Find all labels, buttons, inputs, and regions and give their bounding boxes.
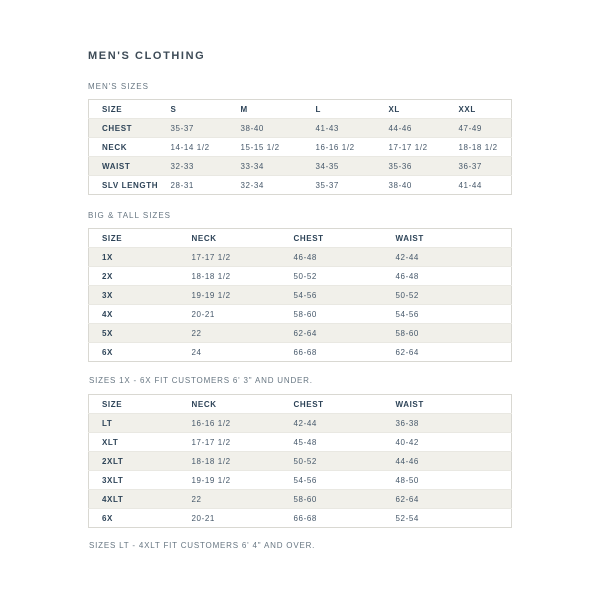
size-value-cell: 46-48 (396, 267, 512, 286)
header-cell: CHEST (293, 233, 324, 243)
size-label-cell: 3X (89, 286, 192, 305)
header-cell: M (240, 104, 248, 114)
header-cell: L (315, 104, 321, 114)
header-cell: XXL (458, 104, 476, 114)
table-row (89, 305, 512, 324)
table-header-row (89, 395, 512, 414)
header-cell: NECK (191, 399, 217, 409)
table-row (89, 414, 512, 433)
page-title: MEN'S CLOTHING (88, 50, 206, 62)
table-row (89, 267, 512, 286)
size-value-cell: 41-43 (316, 119, 389, 138)
big-tall-sizes-table (88, 228, 512, 362)
measure-label-cell: SLV LENGTH (89, 176, 171, 195)
size-value-cell: 41-44 (459, 176, 512, 195)
header-cell: S (170, 104, 177, 114)
size-value-cell: 18-18 1/2 (192, 452, 294, 471)
size-value-cell: 17-17 1/2 (389, 138, 459, 157)
table-row (89, 119, 512, 138)
size-value-cell: 42-44 (294, 414, 396, 433)
size-value-cell: 28-31 (171, 176, 241, 195)
size-value-cell: 62-64 (294, 324, 396, 343)
header-cell: SIZE (102, 233, 123, 243)
measure-label-cell: NECK (89, 138, 171, 157)
header-cell: CHEST (293, 399, 324, 409)
size-label-cell: 4X (89, 305, 192, 324)
size-value-cell: 35-37 (171, 119, 241, 138)
size-value-cell: 58-60 (396, 324, 512, 343)
size-label-cell: 2X (89, 267, 192, 286)
table-row (89, 452, 512, 471)
size-value-cell: 45-48 (294, 433, 396, 452)
table-header-row (89, 229, 512, 248)
table-row (89, 286, 512, 305)
header-cell: SIZE (102, 104, 123, 114)
size-value-cell: 22 (192, 324, 294, 343)
size-value-cell: 16-16 1/2 (192, 414, 294, 433)
size-value-cell: 50-52 (294, 267, 396, 286)
size-label-cell: 3XLT (89, 471, 192, 490)
size-value-cell: 22 (192, 490, 294, 509)
size-value-cell: 52-54 (396, 509, 512, 528)
size-value-cell: 32-33 (171, 157, 241, 176)
size-value-cell: 44-46 (389, 119, 459, 138)
size-value-cell: 46-48 (294, 248, 396, 267)
size-label-cell: 2XLT (89, 452, 192, 471)
size-value-cell: 44-46 (396, 452, 512, 471)
size-value-cell: 62-64 (396, 343, 512, 362)
table-row (89, 509, 512, 528)
header-cell: SIZE (102, 399, 123, 409)
measure-label-cell: CHEST (89, 119, 171, 138)
fit-note-big-tall: SIZES 1X - 6X FIT CUSTOMERS 6' 3" AND UNDER. (89, 376, 313, 385)
size-value-cell: 47-49 (459, 119, 512, 138)
section-label-big-tall: BIG & TALL SIZES (88, 211, 171, 220)
size-value-cell: 66-68 (294, 509, 396, 528)
size-value-cell: 18-18 1/2 (192, 267, 294, 286)
size-value-cell: 14-14 1/2 (171, 138, 241, 157)
size-value-cell: 19-19 1/2 (192, 286, 294, 305)
size-label-cell: 6X (89, 509, 192, 528)
size-value-cell: 32-34 (241, 176, 316, 195)
size-value-cell: 48-50 (396, 471, 512, 490)
size-label-cell: 6X (89, 343, 192, 362)
table-row (89, 490, 512, 509)
size-value-cell: 20-21 (192, 305, 294, 324)
size-value-cell: 35-36 (389, 157, 459, 176)
size-value-cell: 66-68 (294, 343, 396, 362)
table-row (89, 433, 512, 452)
size-value-cell: 54-56 (396, 305, 512, 324)
size-value-cell: 33-34 (241, 157, 316, 176)
size-value-cell: 34-35 (316, 157, 389, 176)
size-value-cell: 36-37 (459, 157, 512, 176)
size-value-cell: 15-15 1/2 (241, 138, 316, 157)
size-value-cell: 16-16 1/2 (316, 138, 389, 157)
header-cell: XL (388, 104, 400, 114)
size-value-cell: 38-40 (241, 119, 316, 138)
header-cell: WAIST (395, 399, 424, 409)
size-label-cell: 5X (89, 324, 192, 343)
size-value-cell: 42-44 (396, 248, 512, 267)
measure-label-cell: WAIST (89, 157, 171, 176)
size-value-cell: 35-37 (316, 176, 389, 195)
size-value-cell: 58-60 (294, 490, 396, 509)
fit-note-tall: SIZES LT - 4XLT FIT CUSTOMERS 6' 4" AND OVER. (89, 541, 316, 550)
size-label-cell: 4XLT (89, 490, 192, 509)
table-row (89, 138, 512, 157)
size-value-cell: 17-17 1/2 (192, 433, 294, 452)
size-value-cell: 20-21 (192, 509, 294, 528)
table-header-row (89, 100, 512, 119)
size-label-cell: 1X (89, 248, 192, 267)
header-cell: WAIST (395, 233, 424, 243)
size-value-cell: 19-19 1/2 (192, 471, 294, 490)
size-value-cell: 54-56 (294, 471, 396, 490)
size-value-cell: 58-60 (294, 305, 396, 324)
size-value-cell: 38-40 (389, 176, 459, 195)
table-row (89, 324, 512, 343)
table-row (89, 248, 512, 267)
section-label-mens-sizes: MEN'S SIZES (88, 82, 149, 91)
size-value-cell: 54-56 (294, 286, 396, 305)
size-value-cell: 40-42 (396, 433, 512, 452)
table-row (89, 157, 512, 176)
size-value-cell: 24 (192, 343, 294, 362)
table-row (89, 471, 512, 490)
size-value-cell: 18-18 1/2 (459, 138, 512, 157)
size-label-cell: XLT (89, 433, 192, 452)
size-value-cell: 17-17 1/2 (192, 248, 294, 267)
mens-sizes-table (88, 99, 512, 195)
size-value-cell: 50-52 (396, 286, 512, 305)
size-value-cell: 62-64 (396, 490, 512, 509)
table-row (89, 176, 512, 195)
table-row (89, 343, 512, 362)
size-value-cell: 36-38 (396, 414, 512, 433)
header-cell: NECK (191, 233, 217, 243)
size-value-cell: 50-52 (294, 452, 396, 471)
size-label-cell: LT (89, 414, 192, 433)
tall-sizes-table (88, 394, 512, 528)
